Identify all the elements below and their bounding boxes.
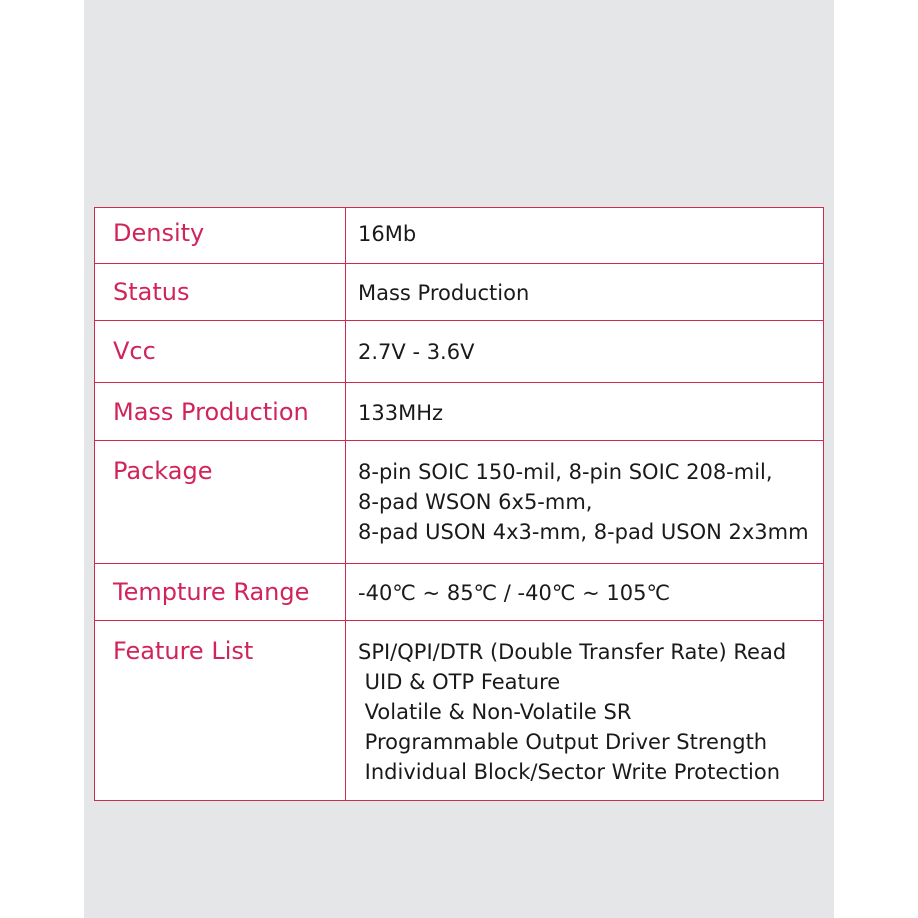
value-line: 8-pad USON 4x3-mm, 8-pad USON 2x3mm [358,520,809,544]
label-text: Status [113,278,190,306]
value-line: 133MHz [358,401,444,425]
row-label [95,208,346,264]
row-label [95,621,346,801]
row-label [95,383,346,441]
row-label [95,321,346,383]
table-row-status [95,264,824,321]
row-value [346,564,824,621]
label-text: Mass Production [113,398,309,426]
value-line: Individual Block/Sector Write Protection [358,760,781,784]
table-row-density [95,208,824,264]
table-row-feature-list [95,621,824,801]
row-value [346,621,824,801]
value-line: Programmable Output Driver Strength [358,730,768,754]
row-label [95,264,346,321]
label-text: Vcc [113,337,156,365]
value-line: -40℃ ~ 85℃ / -40℃ ~ 105℃ [358,581,671,605]
spec-table [94,207,824,801]
value-line: 16Mb [358,222,417,246]
value-line: SPI/QPI/DTR (Double Transfer Rate) Read [358,640,787,664]
label-text: Density [113,219,205,247]
label-text: Package [113,457,213,485]
row-value [346,208,824,264]
row-value [346,264,824,321]
label-text: Feature List [113,637,254,665]
row-value [346,383,824,441]
row-label [95,441,346,564]
table-row-mass-production [95,383,824,441]
row-value [346,441,824,564]
label-text: Tempture Range [113,578,310,606]
value-line: 8-pin SOIC 150-mil, 8-pin SOIC 208-mil, [358,460,773,484]
value-line: 2.7V - 3.6V [358,340,475,364]
table-row-package [95,441,824,564]
table-row-temperature-range [95,564,824,621]
value-line: UID & OTP Feature [358,670,561,694]
row-label [95,564,346,621]
value-line: Mass Production [358,281,530,305]
table-row-vcc [95,321,824,383]
value-line: Volatile & Non-Volatile SR [358,700,632,724]
row-value [346,321,824,383]
value-line: 8-pad WSON 6x5-mm, [358,490,593,514]
